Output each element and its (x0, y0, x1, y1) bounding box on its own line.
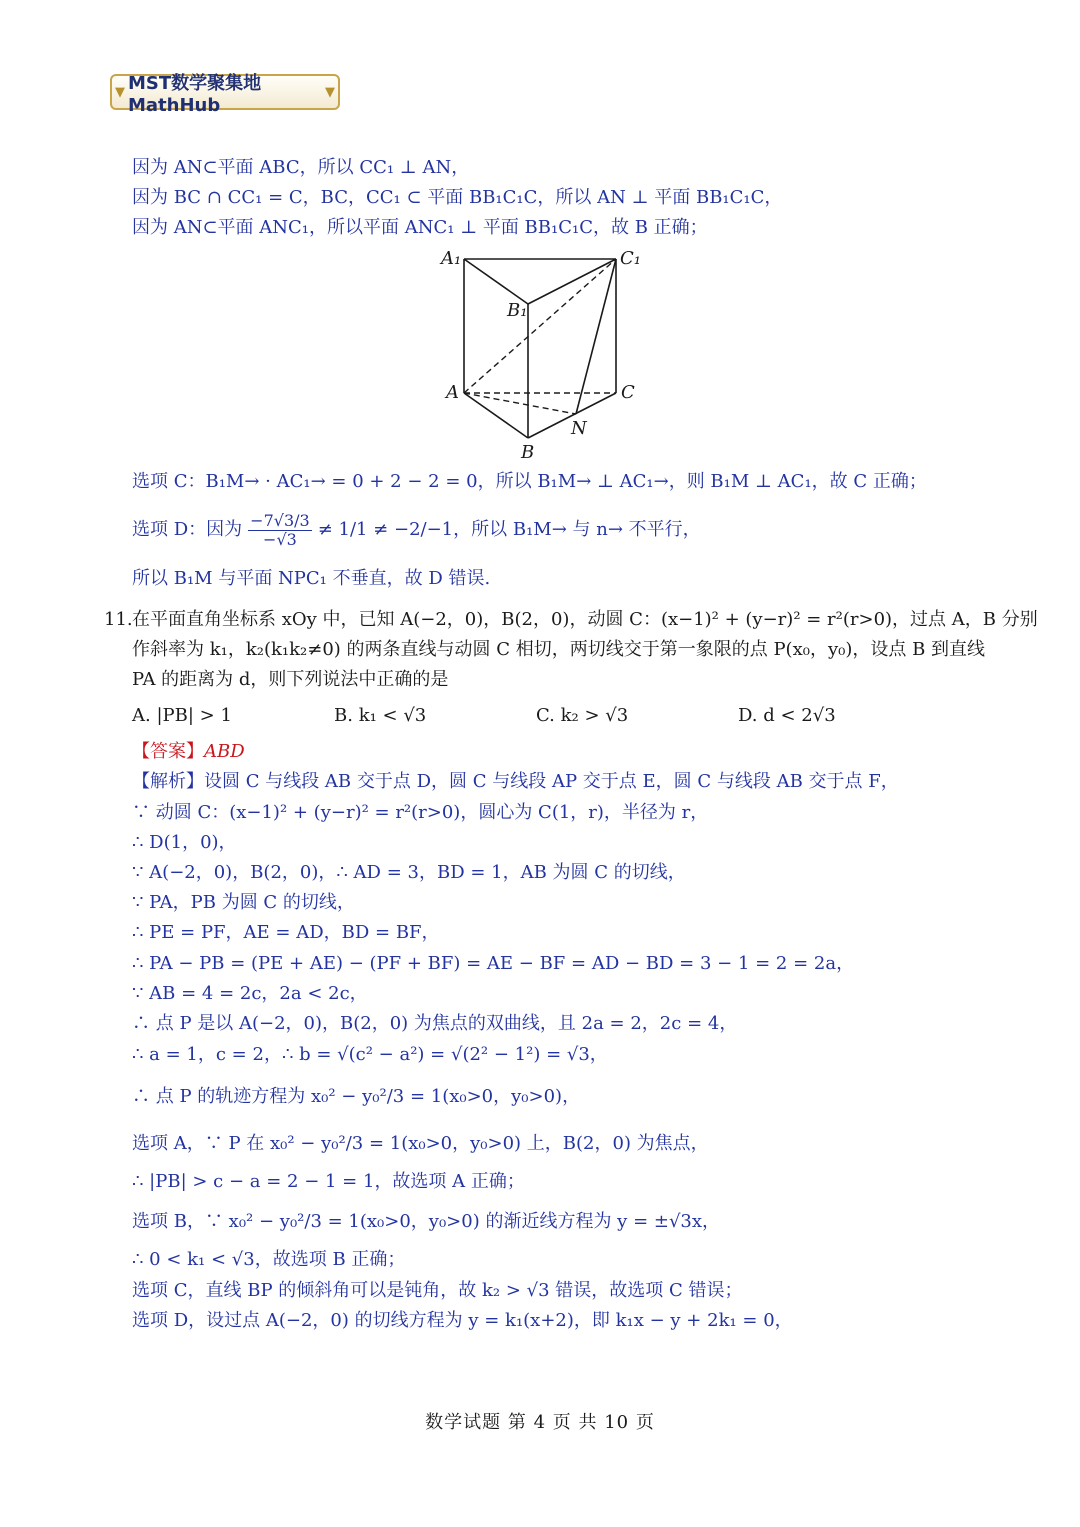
option-a-label: A. (132, 705, 151, 726)
analysis-line-10: ∴ a = 1，c = 2，∴ b = √(c² − a²) = √(2² − 1²) = √3， (132, 1044, 608, 1065)
question-11-stem-3: PA 的距离为 d，则下列说法中正确的是 (132, 669, 449, 690)
label-B: B (521, 442, 535, 463)
triangle-icon-right: ▼ (325, 84, 335, 100)
option-d-prefix: 选项 D：因为 (132, 519, 243, 540)
analysis-line-15: ∴ 0 < k₁ < √3，故选项 B 正确； (132, 1249, 406, 1270)
analysis-line-7: ∴ PA − PB = (PE + AE) − (PF + BF) = AE − BF = AD − BD = 3 − 1 = 2 = 2a， (132, 953, 855, 974)
analysis-line-1: 【解析】设圆 C 与线段 AB 交于点 D，圆 C 与线段 AP 交于点 E，圆 C 与线段 AB 交于点 F， (132, 771, 899, 792)
label-C1: C₁ (620, 248, 641, 269)
question-11-option-c (536, 704, 628, 728)
option-d-text: d < 2√3 (763, 705, 836, 726)
triangle-icon-left: ▼ (115, 84, 125, 100)
logo-text: MST数学聚集地MathHub (128, 72, 262, 116)
answer-tag: 【答案】 (132, 741, 204, 762)
analysis-line-4: ∵ A(−2，0)，B(2，0)，∴ AD = 3，BD = 1，AB 为圆 C 的切线， (132, 862, 686, 883)
analysis-line-6: ∴ PE = PF，AE = AD，BD = BF， (132, 922, 440, 943)
analysis-line-8: ∵ AB = 4 = 2c，2a < 2c， (132, 983, 368, 1004)
label-A: A (446, 382, 459, 403)
option-c-label: C. (536, 705, 555, 726)
answer-line (132, 740, 245, 764)
page-footer: 数学试题 第 4 页 共 10 页 (425, 1412, 655, 1433)
analysis-line-5: ∵ PA，PB 为圆 C 的切线， (132, 892, 355, 913)
question-11-stem-2: 作斜率为 k₁，k₂(k₁k₂≠0) 的两条直线与动圆 C 相切，两切线交于第一象限的点 P(x₀，y₀)，设点 B 到直线 (132, 639, 986, 660)
edge-C1-N (576, 259, 616, 414)
solution10-line-1: 因为 AN⊂平面 ABC，所以 CC₁ ⊥ AN， (132, 157, 470, 178)
question-11-option-b (334, 704, 426, 728)
option-d-frac-num: −7√3/3 (250, 510, 310, 530)
solution10-line-2: 因为 BC ∩ CC₁ = C，BC，CC₁ ⊂ 平面 BB₁C₁C，所以 AN ⊥ 平面 BB₁C₁C， (132, 187, 783, 208)
solution10-line-3: 因为 AN⊂平面 ANC₁，所以平面 ANC₁ ⊥ 平面 BB₁C₁C，故 B 正确； (132, 217, 708, 238)
solution10-option-d (132, 500, 701, 560)
question-11-option-d (738, 704, 836, 728)
option-c-text: k₂ > √3 (560, 705, 629, 726)
question-11-option-a (132, 704, 232, 728)
analysis-line-12: 选项 A，∵ P 在 x₀² − y₀²/3 = 1(x₀>0，y₀>0) 上，B(2，0) 为焦点， (132, 1133, 709, 1154)
edge-A-B (464, 393, 528, 438)
analysis-line-17: 选项 D，设过点 A(−2，0) 的切线方程为 y = k₁(x+2)，即 k₁x − y + 2k₁ = 0， (132, 1310, 793, 1331)
solution10-conclusion: 所以 B₁M 与平面 NPC₁ 不垂直，故 D 错误. (132, 568, 491, 589)
analysis-line-16: 选项 C，直线 BP 的倾斜角可以是钝角，故 k₂ > √3 错误，故选项 C 错误； (132, 1280, 743, 1301)
dashed-A-C1 (464, 259, 616, 393)
option-b-text: k₁ < √3 (358, 705, 427, 726)
analysis-line-3: ∴ D(1，0)， (132, 832, 237, 853)
option-d-mid: ≠ 1/1 ≠ −2/−1 (317, 519, 454, 540)
edge-A1-B1 (464, 259, 528, 304)
prism-figure (430, 240, 660, 465)
option-d-label: D. (738, 705, 758, 726)
option-a-text: |PB| > 1 (156, 705, 232, 726)
option-d-frac-den: −√3 (263, 529, 297, 549)
solution10-option-c: 选项 C：B₁M→ · AC₁→ = 0 + 2 − 2 = 0，所以 B₁M→ ⊥ AC₁→，则 B₁M ⊥ AC₁，故 C 正确； (132, 471, 927, 492)
question-11-number: 11. (104, 609, 133, 630)
answer-value: ABD (204, 741, 245, 762)
option-d-suffix: ，所以 B₁M→ 与 n→ 不平行， (453, 519, 701, 540)
label-A1: A₁ (441, 248, 462, 269)
option-d-fraction (248, 512, 312, 549)
question-11-stem-1: 在平面直角坐标系 xOy 中，已知 A(−2，0)，B(2，0)，动圆 C：(x−1)² + (y−r)² = r²(r>0)，过点 A，B 分别 (132, 609, 1038, 630)
analysis-line-13: ∴ |PB| > c − a = 2 − 1 = 1，故选项 A 正确； (132, 1171, 525, 1192)
header-logo (110, 72, 340, 116)
analysis-line-2: ∵ 动圆 C：(x−1)² + (y−r)² = r²(r>0)，圆心为 C(1，r)，半径为 r， (132, 802, 709, 823)
analysis-line-14: 选项 B，∵ x₀² − y₀²/3 = 1(x₀>0，y₀>0) 的渐近线方程为 y = ±√3x， (132, 1211, 721, 1232)
analysis-line-9: ∴ 点 P 是以 A(−2，0)，B(2，0) 为焦点的双曲线，且 2a = 2，2c = 4， (132, 1013, 738, 1034)
option-b-label: B. (334, 705, 353, 726)
dashed-A-N (464, 393, 576, 414)
label-B1: B₁ (507, 300, 528, 321)
label-N: N (571, 418, 587, 439)
analysis-line-11: ∴ 点 P 的轨迹方程为 x₀² − y₀²/3 = 1(x₀>0，y₀>0)， (132, 1086, 581, 1107)
label-C: C (621, 382, 635, 403)
